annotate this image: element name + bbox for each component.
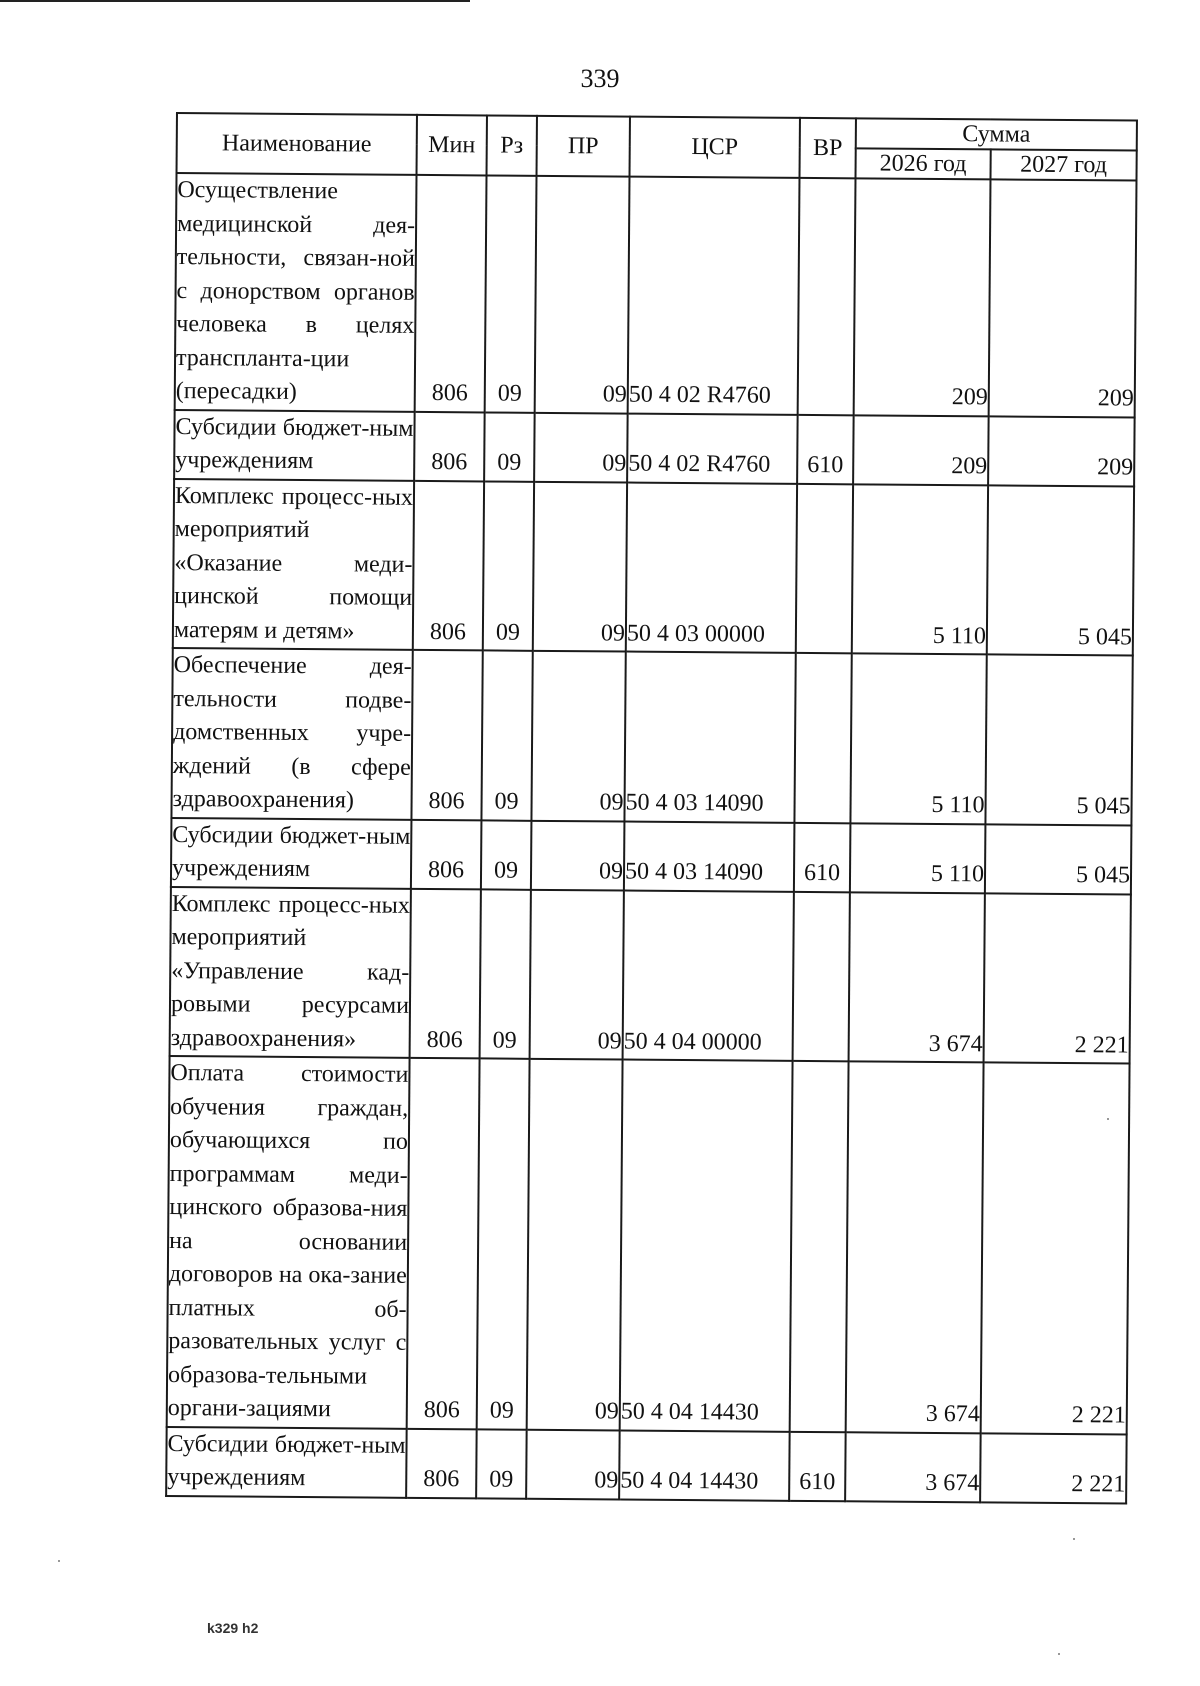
cell-rz: 09 bbox=[480, 889, 531, 1059]
scan-speck bbox=[1058, 1653, 1060, 1655]
cell-sum-2026: 5 110 bbox=[850, 653, 986, 824]
cell-sum-2026: 3 674 bbox=[846, 1061, 984, 1433]
cell-csr: 50 4 03 14090 bbox=[624, 652, 795, 823]
cell-name: Осуществление медицинской дея-тельности, связан-ной с донорством органов человека в целях транспланта-ции (пересадки) bbox=[175, 173, 417, 411]
cell-vr bbox=[790, 1061, 849, 1432]
cell-sum-2026: 209 bbox=[854, 178, 991, 416]
cell-rz: 09 bbox=[485, 175, 537, 412]
cell-csr: 50 4 02 R4760 bbox=[628, 177, 800, 415]
cell-min: 806 bbox=[414, 411, 485, 481]
cell-pr: 09 bbox=[533, 481, 627, 651]
header-pr: ПР bbox=[537, 116, 630, 177]
cell-pr: 09 bbox=[526, 1429, 620, 1499]
header-rz: Рз bbox=[487, 115, 537, 175]
cell-pr: 09 bbox=[527, 1059, 623, 1430]
cell-min: 806 bbox=[407, 1058, 480, 1429]
cell-pr: 09 bbox=[531, 651, 625, 821]
table-row bbox=[174, 409, 1135, 486]
header-sum: Сумма bbox=[856, 118, 1137, 150]
header-csr: ЦСР bbox=[630, 117, 800, 178]
scan-speck bbox=[58, 1560, 60, 1562]
table-row bbox=[167, 1056, 1130, 1434]
cell-vr bbox=[793, 891, 850, 1061]
cell-sum-2026: 209 bbox=[853, 415, 989, 485]
table-row bbox=[166, 1426, 1127, 1503]
footer-code: k329 h2 bbox=[207, 1620, 259, 1636]
cell-min: 806 bbox=[413, 480, 484, 650]
cell-vr bbox=[796, 483, 853, 653]
header-year-2026: 2026 год bbox=[855, 148, 990, 179]
page-number: 339 bbox=[580, 64, 620, 93]
cell-sum-2027: 2 221 bbox=[980, 1433, 1127, 1503]
scan-speck bbox=[1107, 1118, 1109, 1120]
cell-name: Оплата стоимости обучения граждан, обучающихся по программам меди-цинского образова-ния на основании договоров на ока-зание платных об-разовательных услуг с образова-тельными органи-зациями bbox=[167, 1056, 410, 1428]
cell-pr: 09 bbox=[531, 820, 625, 890]
cell-vr: 610 bbox=[789, 1431, 846, 1500]
cell-sum-2026: 3 674 bbox=[845, 1432, 981, 1502]
cell-sum-2027: 209 bbox=[988, 416, 1135, 486]
cell-min: 806 bbox=[415, 175, 487, 412]
header-min: Мин bbox=[417, 115, 487, 176]
table-row bbox=[170, 886, 1131, 1063]
cell-pr: 09 bbox=[530, 889, 624, 1059]
cell-name: Комплекс процесс-ных мероприятий «Управление кад-ровыми ресурсами здравоохранения» bbox=[170, 886, 411, 1057]
cell-name: Комплекс процесс-ных мероприятий «Оказание меди-цинской помощи матерям и детям» bbox=[173, 478, 414, 649]
cell-vr: 610 bbox=[797, 414, 854, 483]
cell-vr: 610 bbox=[794, 822, 851, 891]
cell-sum-2026: 5 110 bbox=[850, 823, 986, 893]
header-name: Наименование bbox=[177, 113, 417, 175]
cell-sum-2026: 5 110 bbox=[852, 484, 988, 655]
cell-name: Субсидии бюджет-ным учреждениям bbox=[174, 409, 415, 480]
budget-table-container bbox=[165, 112, 1136, 1504]
cell-csr: 50 4 03 14090 bbox=[624, 821, 795, 891]
cell-min: 806 bbox=[411, 650, 482, 820]
cell-sum-2027: 2 221 bbox=[981, 1062, 1130, 1434]
cell-min: 806 bbox=[411, 819, 482, 889]
table-row bbox=[171, 817, 1132, 894]
cell-sum-2027: 5 045 bbox=[985, 654, 1132, 825]
cell-name: Субсидии бюджет-ным учреждениям bbox=[171, 817, 412, 888]
cell-rz: 09 bbox=[483, 481, 534, 651]
cell-rz: 09 bbox=[481, 650, 532, 820]
cell-min: 806 bbox=[410, 888, 481, 1058]
cell-csr: 50 4 02 R4760 bbox=[627, 413, 798, 483]
cell-sum-2027: 5 045 bbox=[985, 824, 1132, 894]
cell-sum-2027: 5 045 bbox=[987, 485, 1134, 656]
cell-sum-2027: 2 221 bbox=[984, 893, 1131, 1064]
table-row bbox=[171, 648, 1132, 825]
cell-name: Обеспечение дея-тельности подве-домственных учре-ждений (в сфере здравоохранения) bbox=[171, 648, 412, 819]
cell-vr bbox=[798, 178, 856, 415]
cell-csr: 50 4 04 14430 bbox=[619, 1430, 790, 1500]
cell-rz: 09 bbox=[481, 820, 532, 889]
header-year-2027: 2027 год bbox=[990, 149, 1136, 180]
cell-pr: 09 bbox=[534, 412, 628, 482]
cell-rz: 09 bbox=[484, 412, 535, 481]
cell-min: 806 bbox=[406, 1428, 477, 1498]
cell-csr: 50 4 04 00000 bbox=[623, 890, 794, 1061]
cell-pr: 09 bbox=[535, 176, 630, 413]
cell-rz: 09 bbox=[476, 1429, 527, 1498]
table-row bbox=[175, 173, 1137, 417]
cell-csr: 50 4 04 14430 bbox=[620, 1060, 793, 1432]
cell-sum-2026: 3 674 bbox=[849, 892, 985, 1063]
table-body bbox=[166, 173, 1136, 1503]
top-scan-rule bbox=[0, 0, 470, 2]
cell-name: Субсидии бюджет-ным учреждениям bbox=[166, 1426, 407, 1497]
budget-table bbox=[165, 112, 1138, 1504]
table-header bbox=[177, 113, 1137, 181]
header-vr: ВР bbox=[800, 118, 856, 178]
cell-csr: 50 4 03 00000 bbox=[626, 482, 797, 653]
cell-rz: 09 bbox=[477, 1058, 530, 1429]
cell-vr bbox=[794, 653, 851, 823]
table-row bbox=[173, 478, 1134, 655]
scan-speck bbox=[1073, 1538, 1075, 1540]
cell-sum-2027: 209 bbox=[989, 179, 1137, 417]
